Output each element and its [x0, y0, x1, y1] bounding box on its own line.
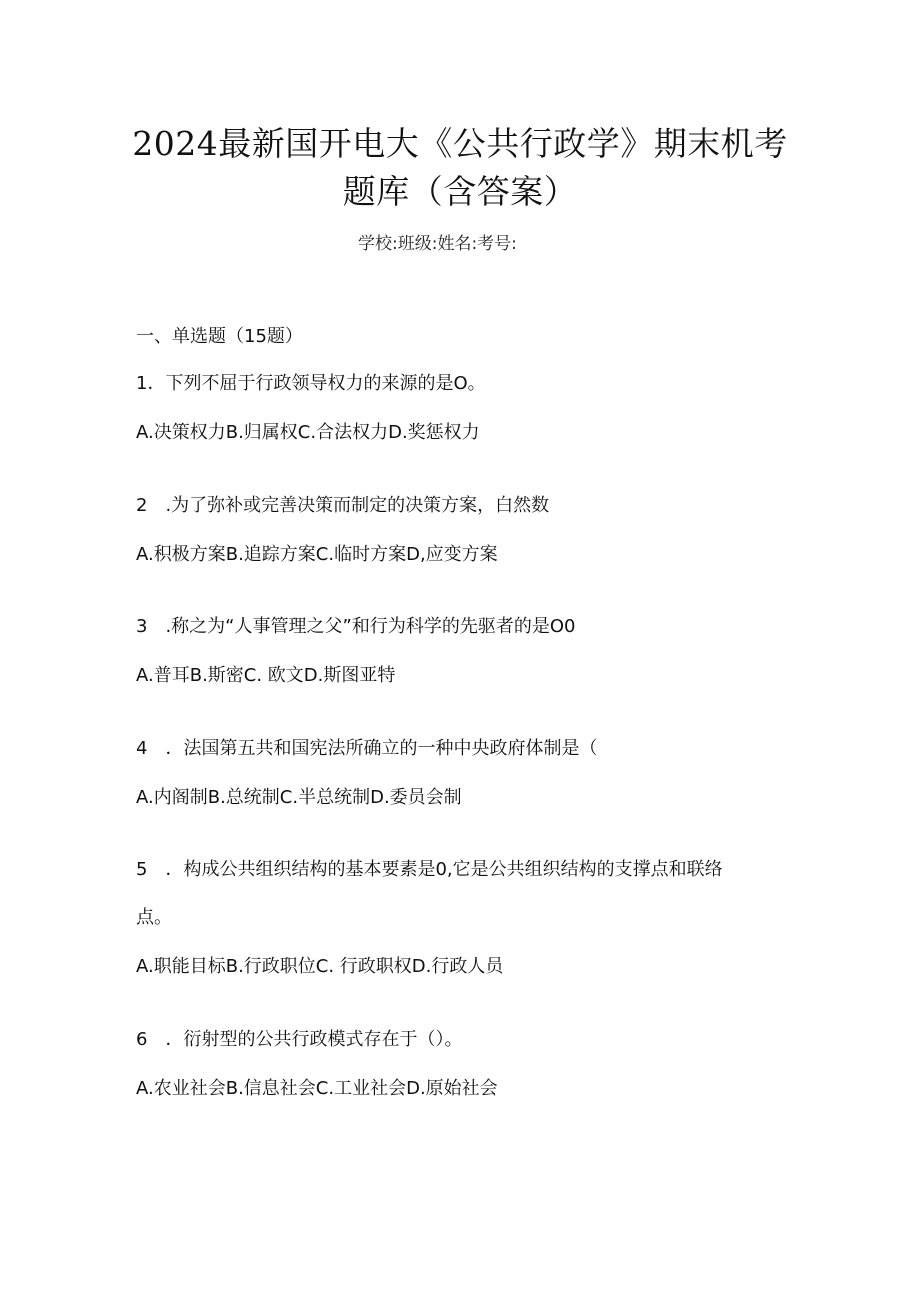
question-6-stem: 6 ．衍射型的公共行政模式存在于（）。: [136, 1029, 463, 1050]
question-2-options: A.积极方案B.追踪方案C.临时方案D,应变方案: [136, 544, 498, 565]
student-info-line: 学校:班级:姓名:考号:: [358, 234, 517, 254]
document-title-line-2: 题库（含答案）: [342, 172, 578, 211]
section-heading: 一、单选题（15题）: [136, 326, 303, 347]
question-4-stem: 4 ．法国第五共和国宪法所确立的一种中央政府体制是（: [136, 738, 598, 759]
document-title-line-1: 2024最新国开电大《公共行政学》期末机考: [132, 124, 788, 163]
question-5-stem: 5 ．构成公共组织结构的基本要素是0,它是公共组织结构的支撑点和联络: [136, 859, 723, 880]
question-1-stem: 1．下列不屈于行政领导权力的来源的是O。: [136, 373, 486, 394]
question-3-options: A.普耳B.斯密C. 欧文D.斯图亚特: [136, 665, 396, 686]
question-4-options: A.内阁制B.总统制C.半总统制D.委员会制: [136, 787, 462, 808]
question-3-stem: 3 .称之为“人事管理之父”和行为科学的先驱者的是O0: [136, 616, 576, 637]
question-6-options: A.农业社会B.信息社会C.工业社会D.原始社会: [136, 1078, 498, 1099]
question-2-stem: 2 .为了弥补或完善决策而制定的决策方案，白然数: [136, 495, 550, 516]
question-5-options: A.职能目标B.行政职位C. 行政职权D.行政人员: [136, 956, 504, 977]
question-1-options: A.决策权力B.归属权C.合法权力D.奖惩权力: [136, 422, 480, 443]
question-5-stem-continuation: 点。: [136, 907, 172, 928]
